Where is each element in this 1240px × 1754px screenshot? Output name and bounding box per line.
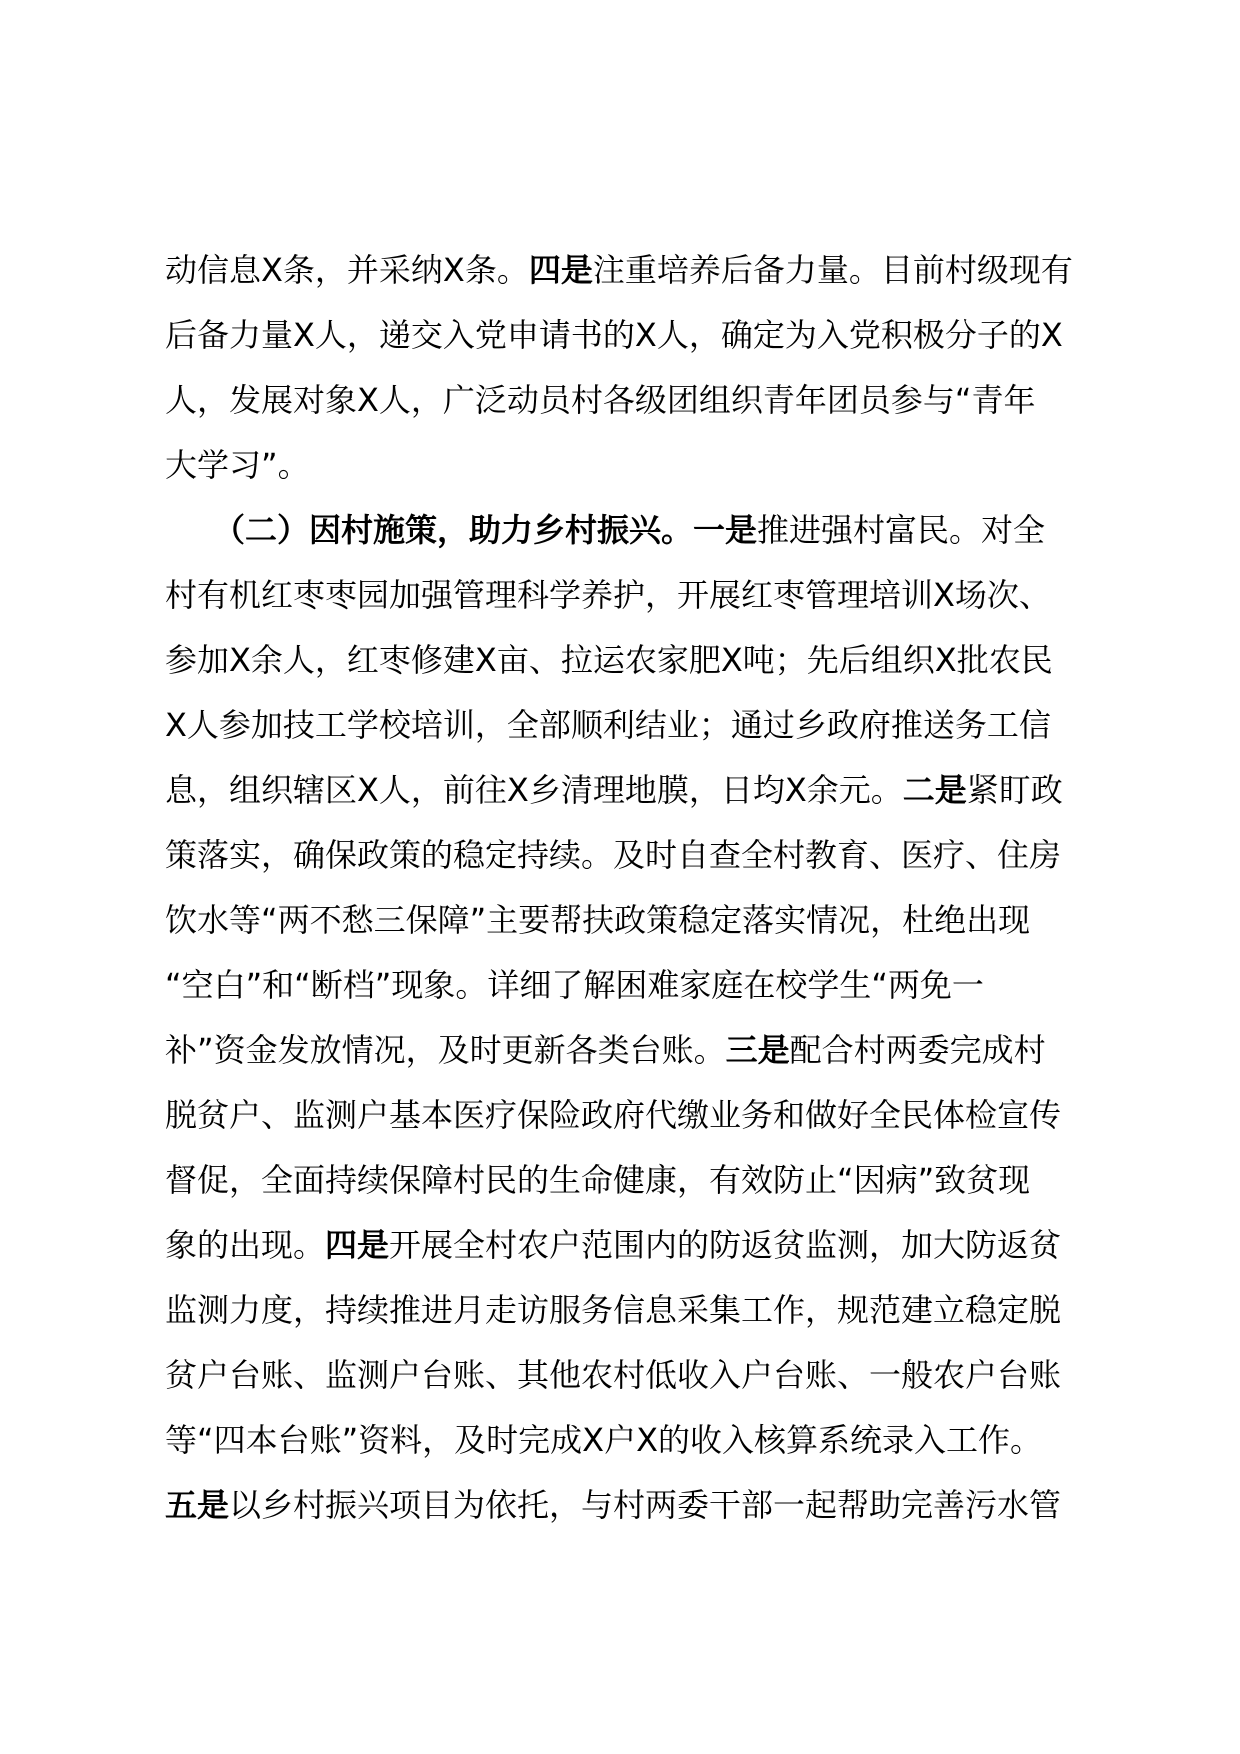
text-run: 推进强村富民。对全 — [757, 511, 1046, 549]
text-run: 人，发展对象X人，广泛动员村各级团组织青年团员参与“青年 — [165, 381, 1036, 419]
text-run: 息，组织辖区X人，前往X乡清理地膜，日均X余元。 — [165, 771, 903, 809]
text-line — [165, 1018, 1110, 1083]
text-run: 参加X余人，红枣修建X亩、拉运农家肥X吨；先后组织X批农民 — [165, 641, 1053, 679]
text-run: X人参加技工学校培训，全部顺利结业；通过乡政府推送务工信 — [165, 706, 1051, 744]
text-line — [165, 1213, 1110, 1278]
text-line — [165, 758, 1110, 823]
text-line — [165, 1408, 1110, 1473]
text-line — [165, 1083, 1110, 1148]
bold-text-run: 四是 — [528, 251, 593, 289]
text-line — [165, 823, 1110, 888]
bold-text-run: 四是 — [325, 1226, 390, 1264]
bold-text-run: （二）因村施策，助力乡村振兴。一是 — [165, 511, 758, 549]
text-line — [165, 693, 1110, 758]
bold-text-run: 五是 — [165, 1486, 230, 1524]
text-run: 开展全村农户范围内的防返贫监测，加大防返贫 — [389, 1226, 1062, 1264]
text-line — [165, 498, 1110, 563]
text-line — [165, 1278, 1110, 1343]
text-line — [165, 1148, 1110, 1213]
text-line — [165, 433, 1110, 498]
text-run: 紧盯政 — [966, 771, 1063, 809]
text-run: 督促，全面持续保障村民的生命健康，有效防止“因病”致贫现 — [165, 1161, 1031, 1199]
text-run: 补”资金发放情况，及时更新各类台账。 — [165, 1031, 726, 1069]
text-run: 脱贫户、监测户基本医疗保险政府代缴业务和做好全民体检宣传 — [165, 1096, 1062, 1134]
text-line — [165, 1343, 1110, 1408]
body-text — [165, 238, 1110, 1538]
text-run: 象的出现。 — [165, 1226, 326, 1264]
text-run: 村有机红枣枣园加强管理科学养护，开展红枣管理培训X场次、 — [165, 576, 1051, 614]
text-line — [165, 238, 1110, 303]
text-run: 动信息X条，并采纳X条。 — [165, 251, 529, 289]
text-run: 贫户台账、监测户台账、其他农村低收入户台账、一般农户台账 — [165, 1356, 1062, 1394]
text-run: 饮水等“两不愁三保障”主要帮扶政策稳定落实情况，杜绝出现 — [165, 901, 1031, 939]
text-line — [165, 368, 1110, 433]
text-run: 注重培养后备力量。目前村级现有 — [592, 251, 1073, 289]
text-run: 后备力量X人，递交入党申请书的X人，确定为入党积极分子的X — [165, 316, 1063, 354]
text-line — [165, 953, 1110, 1018]
text-line — [165, 888, 1110, 953]
text-run: 配合村两委完成村 — [789, 1031, 1046, 1069]
text-run: 以乡村振兴项目为依托，与村两委干部一起帮助完善污水管 — [229, 1486, 1062, 1524]
text-run: 监测力度，持续推进月走访服务信息采集工作，规范建立稳定脱 — [165, 1291, 1062, 1329]
text-run: 策落实，确保政策的稳定持续。及时自查全村教育、医疗、住房 — [165, 836, 1062, 874]
text-run: 等“四本台账”资料，及时完成X户X的收入核算系统录入工作。 — [165, 1421, 1043, 1459]
text-run: “空白”和“断档”现象。详细了解困难家庭在校学生“两免一 — [165, 966, 984, 1004]
bold-text-run: 三是 — [725, 1031, 790, 1069]
text-line — [165, 303, 1110, 368]
text-line — [165, 1473, 1110, 1538]
text-line — [165, 628, 1110, 693]
text-line — [165, 563, 1110, 628]
text-run: 大学习”。 — [165, 446, 310, 484]
bold-text-run: 二是 — [902, 771, 967, 809]
